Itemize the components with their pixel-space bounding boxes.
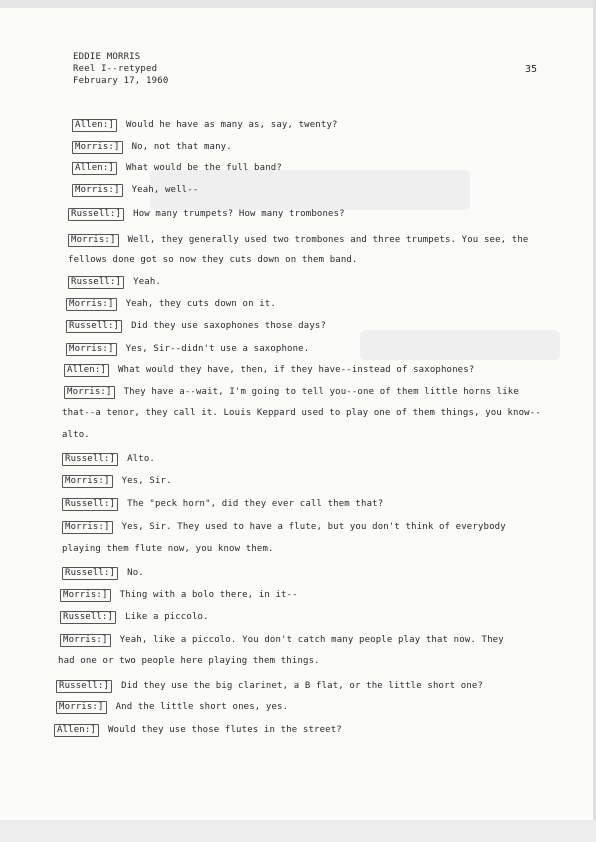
header-name: EDDIE MORRIS (73, 52, 141, 62)
header-reel: Reel I--retyped (73, 64, 158, 74)
line-text: Would they use those flutes in the street? (107, 725, 342, 735)
page-number: 35 (525, 64, 538, 75)
speaker-label: Allen:] (72, 162, 117, 175)
speaker-label: Morris:] (60, 589, 111, 602)
line-text: had one or two people here playing them things. (58, 656, 320, 666)
speaker-label: Morris:] (66, 298, 117, 311)
speaker-label: Morris:] (68, 234, 119, 247)
line-text: No. (127, 568, 144, 578)
speaker-label: Morris:] (72, 184, 123, 197)
line-text: What would they have, then, if they have--instead of saxophones? (117, 365, 475, 375)
speaker-label: Russell:] (60, 611, 116, 624)
transcript-line (56, 701, 288, 714)
transcript-line (60, 634, 504, 647)
transcript-line (64, 364, 474, 377)
transcript-line (58, 656, 320, 667)
line-text: Alto. (127, 454, 155, 464)
speaker-label: Morris:] (66, 343, 117, 356)
line-text: They have a--wait, I'm going to tell you--one of them little horns like (123, 387, 519, 397)
transcript-line (68, 234, 529, 247)
speaker-label: Russell:] (66, 320, 122, 333)
transcript-line (62, 567, 144, 580)
transcript-line (68, 255, 358, 266)
line-text: The "peck horn", did they ever call them that? (127, 499, 384, 509)
line-text: Yeah. (133, 277, 161, 287)
line-text: No, not that many. (131, 142, 232, 152)
line-text: playing them flute now, you know them. (62, 544, 274, 554)
transcript-line (66, 298, 276, 311)
line-text: Yes, Sir. (121, 476, 172, 486)
speaker-label: Morris:] (60, 634, 111, 647)
transcript-line (60, 611, 209, 624)
speaker-label: Russell:] (62, 567, 118, 580)
speaker-label: Morris:] (62, 521, 113, 534)
speaker-label: Russell:] (62, 453, 118, 466)
speaker-label: Morris:] (56, 701, 107, 714)
speaker-label: Russell:] (62, 498, 118, 511)
line-text: Yeah, they cuts down on it. (125, 299, 276, 309)
transcript-line (72, 184, 198, 197)
transcript-line (72, 162, 282, 175)
transcript-line (68, 208, 345, 221)
transcript-line (62, 544, 274, 555)
line-text: What would be the full band? (125, 163, 282, 173)
speaker-label: Morris:] (62, 475, 113, 488)
transcript-line (62, 521, 506, 534)
header-date: February 17, 1960 (73, 76, 169, 86)
line-text: Would he have as many as, say, twenty? (125, 120, 338, 130)
line-text: fellows done got so now they cuts down on them band. (68, 255, 358, 265)
transcript-line (62, 453, 155, 466)
speaker-label: Allen:] (64, 364, 109, 377)
speaker-label: Allen:] (54, 724, 99, 737)
transcript-line (64, 386, 519, 399)
speaker-label: Russell:] (56, 680, 112, 693)
transcript-line (62, 475, 172, 488)
line-text: Did they use the big clarinet, a B flat, or the little short one? (121, 681, 484, 691)
transcript-line (54, 724, 342, 737)
transcript-line (62, 498, 383, 511)
line-text: Yes, Sir. They used to have a flute, but you don't think of everybody (121, 522, 506, 532)
speaker-label: Morris:] (72, 141, 123, 154)
line-text: Like a piccolo. (125, 612, 209, 622)
speaker-label: Russell:] (68, 276, 124, 289)
transcript-line (68, 276, 161, 289)
line-text: Yeah, like a piccolo. You don't catch many people play that now. They (119, 635, 504, 645)
speaker-label: Morris:] (64, 386, 115, 399)
transcript-line (66, 343, 309, 356)
line-text: alto. (62, 430, 90, 440)
transcript-line (62, 408, 541, 419)
scan-bottom-edge (0, 820, 596, 842)
transcript-line (72, 141, 232, 154)
line-text: How many trumpets? How many trombones? (133, 209, 345, 219)
line-text: Well, they generally used two trombones and three trumpets. You see, the (127, 235, 529, 245)
line-text: Did they use saxophones those days? (131, 321, 327, 331)
speaker-label: Russell:] (68, 208, 124, 221)
transcript-line (62, 430, 90, 441)
line-text: And the little short ones, yes. (115, 702, 289, 712)
line-text: Yes, Sir--didn't use a saxophone. (125, 344, 310, 354)
line-text: Thing with a bolo there, in it-- (119, 590, 298, 600)
speaker-label: Allen:] (72, 119, 117, 132)
transcript-line (56, 680, 483, 693)
transcript-line (60, 589, 298, 602)
transcript-line (72, 119, 338, 132)
line-text: that--a tenor, they call it. Louis Keppard used to play one of them things, you know-- (62, 408, 541, 418)
line-text: Yeah, well-- (131, 185, 199, 195)
transcript-line (66, 320, 326, 333)
